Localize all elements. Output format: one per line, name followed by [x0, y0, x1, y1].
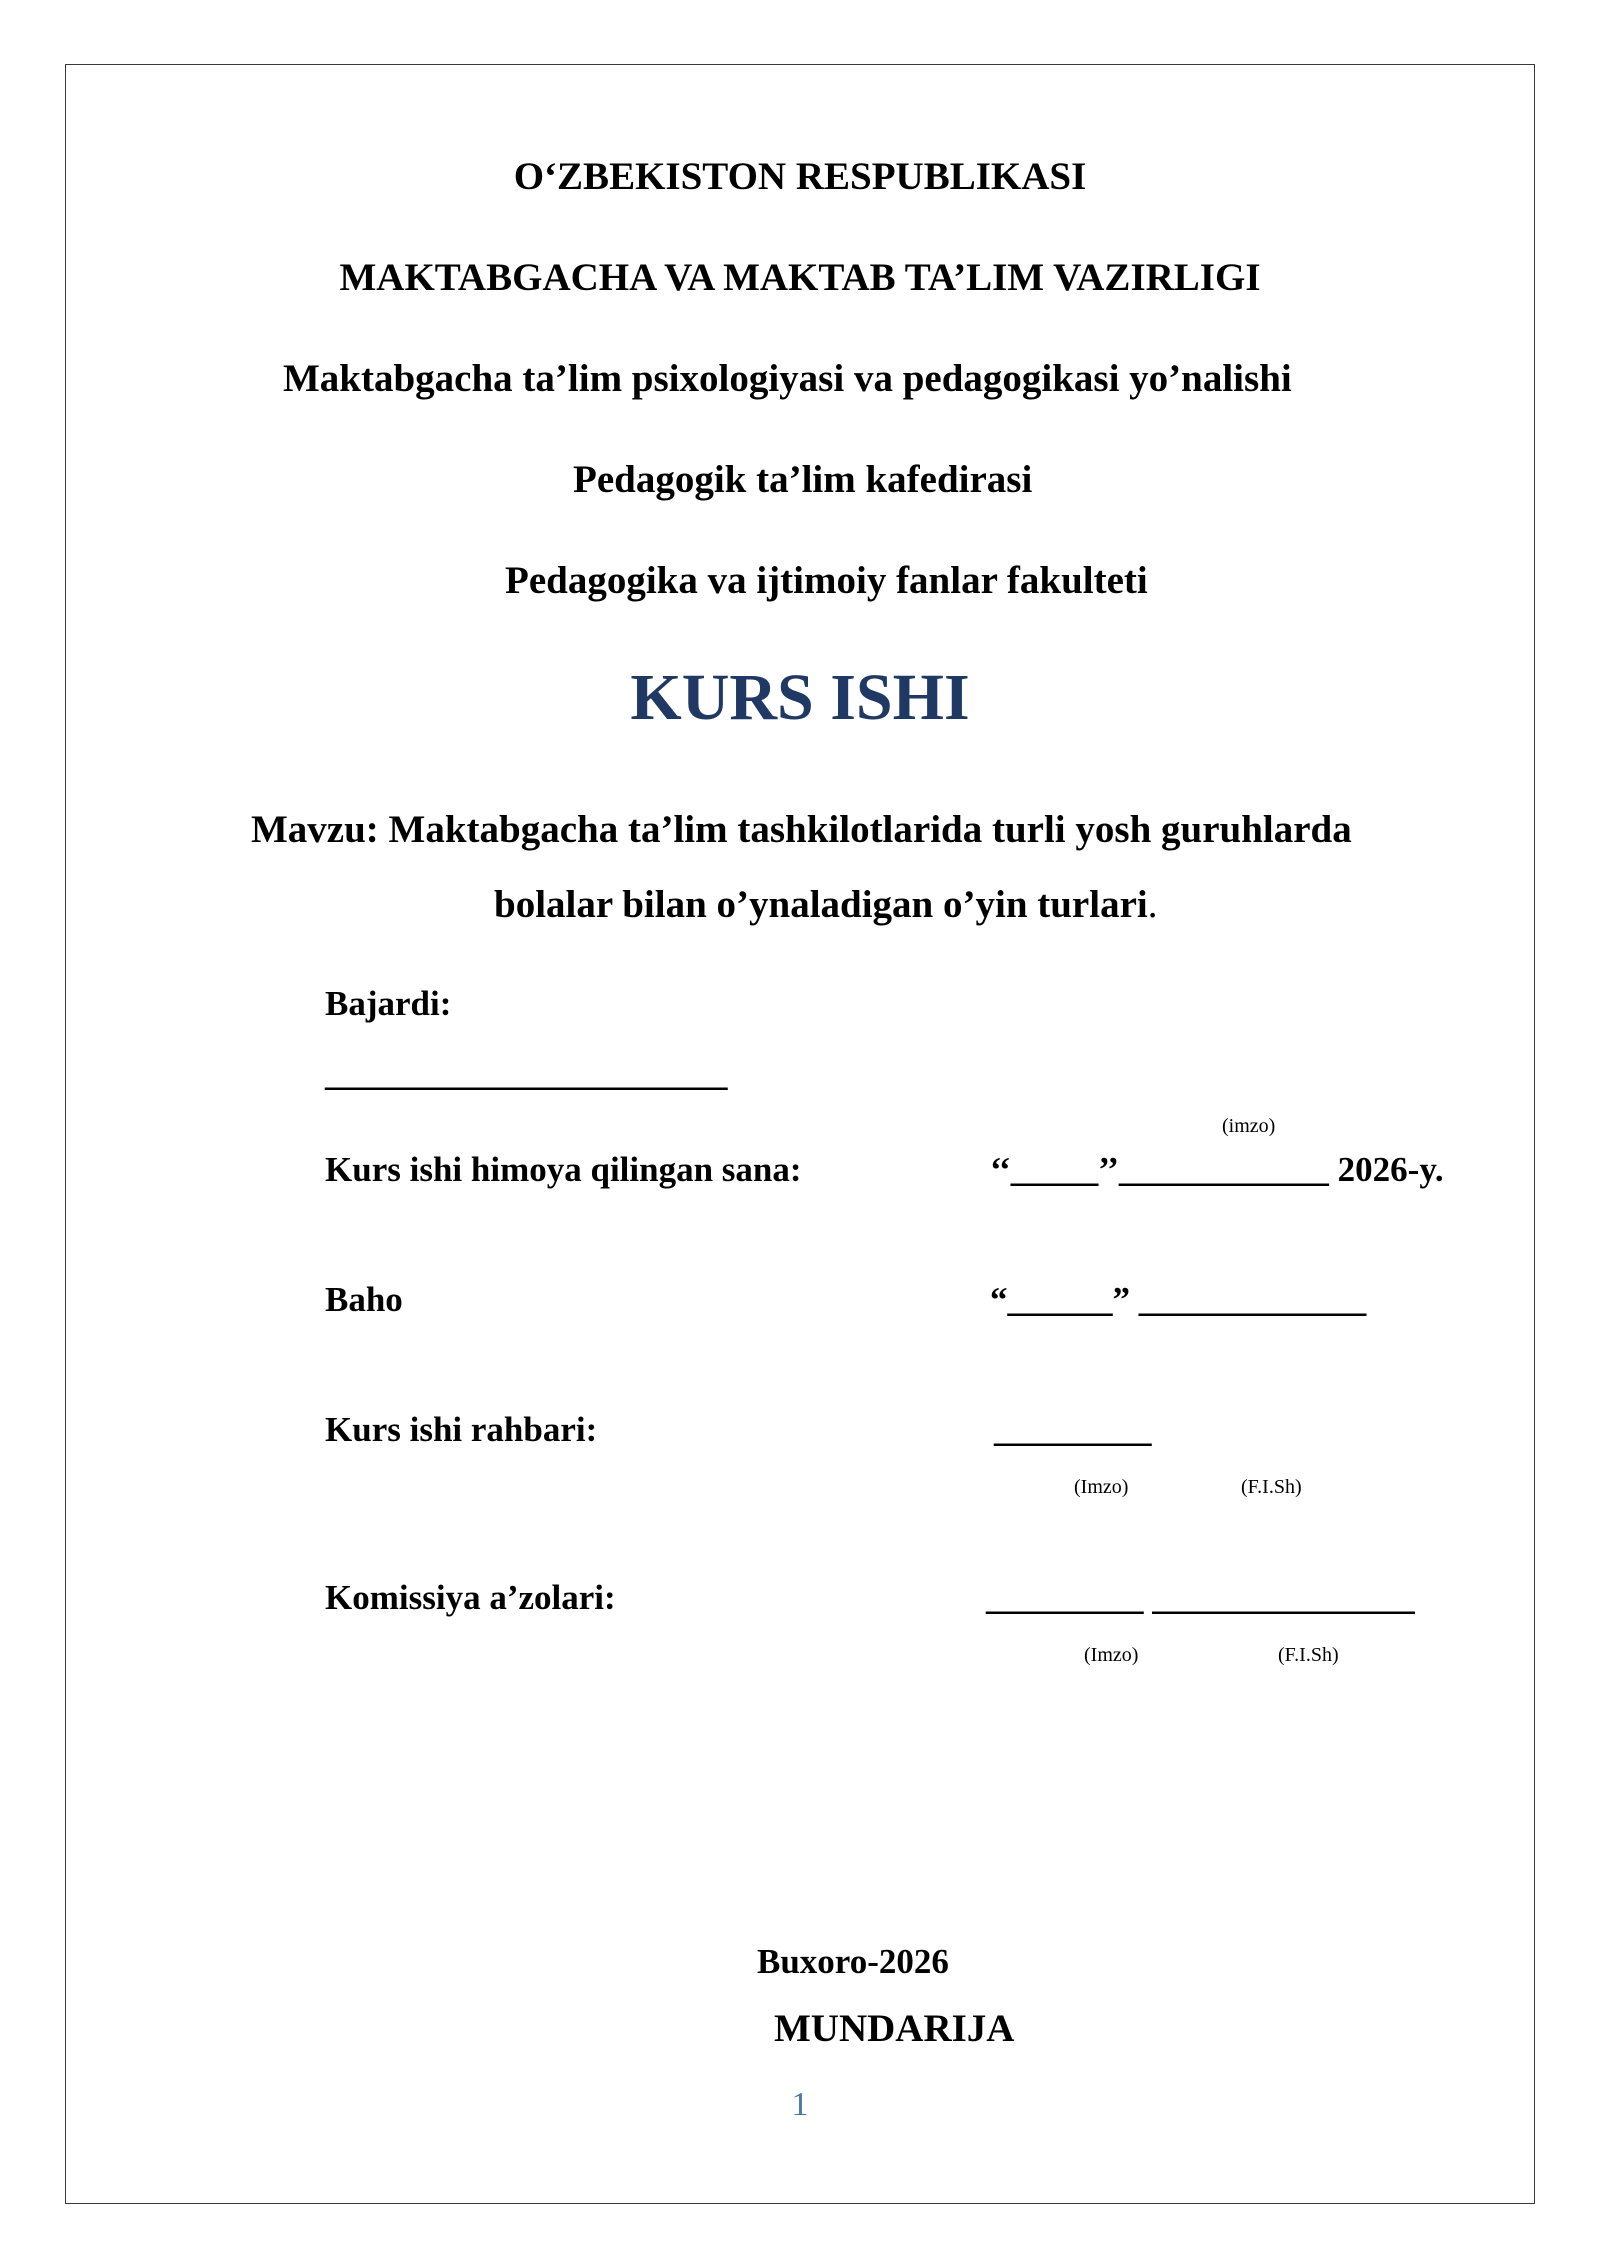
defense-date-label: Kurs ishi himoya qilingan sana:: [325, 1150, 802, 1189]
bajardi-blank: _______________________: [325, 1054, 728, 1093]
imzo-note: (imzo): [1222, 1115, 1276, 1137]
faculty-name: Pedagogika va ijtimoiy fanlar fakulteti: [505, 559, 1148, 602]
commission-label: Komissiya a’zolari:: [325, 1578, 616, 1617]
defense-date-value: ‘‘_____’’____________ 2026-y.: [990, 1150, 1444, 1189]
document-title: KURS ISHI: [630, 661, 970, 734]
grade-value: “______” _____________: [990, 1280, 1367, 1319]
topic-line-1: Mavzu: Maktabgacha ta’lim tashkilotlarida turli yosh guruhlarda: [251, 808, 1352, 851]
commission-fish-caption: (F.I.Sh): [1278, 1644, 1339, 1666]
supervisor-fish-caption: (F.I.Sh): [1241, 1476, 1302, 1498]
topic-period: .: [1147, 883, 1158, 926]
commission-signature-blanks: _________ _______________: [986, 1578, 1415, 1617]
city-year: Buxoro-2026: [757, 1942, 949, 1981]
ministry-name: MAKTABGACHA VA MAKTAB TA’LIM VAZIRLIGI: [339, 256, 1261, 299]
department-name: Pedagogik ta’lim kafedirasi: [573, 458, 1033, 501]
contents-heading: MUNDARIJA: [774, 2007, 1015, 2050]
supervisor-label: Kurs ishi rahbari:: [325, 1410, 598, 1449]
ministry-country: O‘ZBEKISTON RESPUBLIKASI: [513, 155, 1087, 198]
bajardi-label: Bajardi:: [325, 984, 452, 1023]
commission-imzo-caption: (Imzo): [1084, 1644, 1139, 1666]
direction-name: Maktabgacha ta’lim psixologiyasi va pedagogikasi yo’nalishi: [283, 357, 1292, 400]
page-number: 1: [791, 2086, 809, 2123]
supervisor-imzo-caption: (Imzo): [1074, 1476, 1129, 1498]
supervisor-signature-blank: _________: [994, 1410, 1152, 1449]
topic-line-2: [494, 882, 1157, 927]
grade-label: Baho: [325, 1280, 403, 1319]
topic-line-2-text: bolalar bilan o’ynaladigan o’yin turlari: [494, 883, 1148, 926]
